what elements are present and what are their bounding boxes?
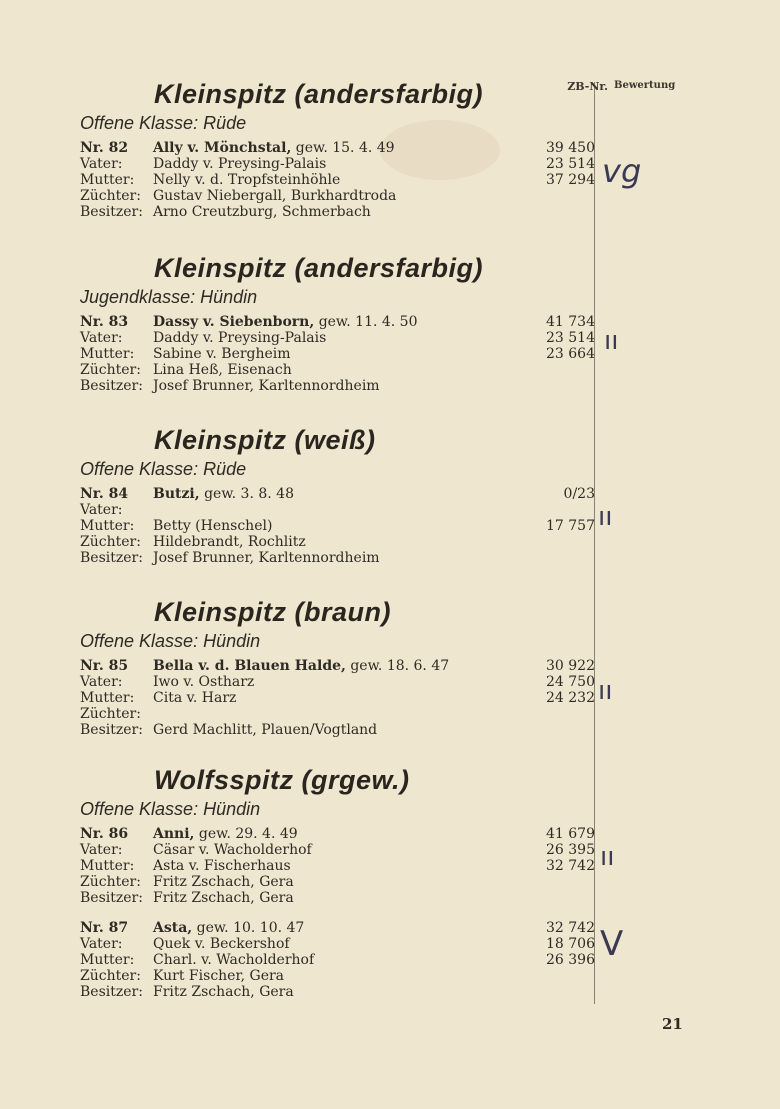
mutter-label: Mutter: [80,952,135,968]
vater-label: Vater: [80,330,123,346]
section-title: Kleinspitz (andersfarbig) [154,79,484,109]
class-heading: Jugendklasse: Hündin [80,287,258,307]
mutter-value: Asta v. Fischerhaus [153,858,291,874]
mutter-value: Sabine v. Bergheim [153,346,291,362]
mutter-value: Charl. v. Wacholderhof [153,952,315,968]
dog-entry [80,920,595,1000]
zb-number: 41 734 [546,314,595,330]
mutter-value: Nelly v. d. Tropfsteinhöhle [153,172,341,188]
zuechter-label: Züchter: [80,874,141,890]
birth-date: gew. 11. 4. 50 [318,314,418,330]
vater-value: Iwo v. Ostharz [153,674,255,690]
entry-number: Nr. 84 [80,486,129,502]
bewertung-column-header: Bewertung [614,80,676,91]
section-kleinspitz-braun [80,596,595,746]
mutter-zb: 26 396 [546,952,595,968]
besitzer-label: Besitzer: [80,984,143,1000]
dog-name: Ally v. Mönchstal, [153,140,292,156]
birth-date: gew. 10. 10. 47 [196,920,305,936]
mutter-label: Mutter: [80,346,135,362]
besitzer-value: Fritz Zschach, Gera [153,984,294,1000]
section-wolfsspitz [80,764,595,1008]
besitzer-value: Fritz Zschach, Gera [153,890,294,906]
zb-number: 0/23 [563,486,595,502]
zuechter-label: Züchter: [80,188,141,204]
vater-value: Quek v. Beckershof [153,936,290,952]
besitzer-label: Besitzer: [80,204,143,220]
vater-zb: 23 514 [546,330,595,346]
birth-date: gew. 3. 8. 48 [204,486,294,502]
vater-value: Daddy v. Preysing-Palais [153,156,327,172]
vater-label: Vater: [80,842,123,858]
vater-label: Vater: [80,156,123,172]
besitzer-label: Besitzer: [80,378,143,394]
dog-name: Anni, [153,826,195,842]
mutter-label: Mutter: [80,690,135,706]
vater-zb [535,502,595,518]
dog-name: Butzi, [153,486,200,502]
section-title: Kleinspitz (braun) [154,597,391,627]
class-heading: Offene Klasse: Rüde [80,113,247,133]
besitzer-value: Gerd Machlitt, Plauen/Vogtland [153,722,378,738]
zb-number: 32 742 [546,920,595,936]
zuechter-value: Fritz Zschach, Gera [153,874,294,890]
dog-name: Bella v. d. Blauen Halde, [153,658,346,674]
zb-number: 30 922 [546,658,595,674]
vater-zb: 18 706 [546,936,595,952]
mutter-label: Mutter: [80,518,135,534]
dog-entry [80,826,595,906]
birth-date: gew. 18. 6. 47 [350,658,450,674]
zuechter-label: Züchter: [80,534,141,550]
besitzer-value: Josef Brunner, Karltennordheim [153,378,380,394]
section-kleinspitz-andersfarbig-2 [80,252,595,402]
besitzer-label: Besitzer: [80,722,143,738]
class-heading: Offene Klasse: Rüde [80,459,247,479]
zb-column-header: ZB-Nr. [567,80,608,93]
mutter-zb: 37 294 [546,172,595,188]
zuechter-value: Gustav Niebergall, Burkhardtroda [153,188,397,204]
section-kleinspitz-andersfarbig-1 [80,78,595,228]
besitzer-label: Besitzer: [80,550,143,566]
handwritten-rating: V [600,924,624,964]
zb-number: 39 450 [546,140,595,156]
handwritten-rating: ıı [598,502,613,532]
mutter-value: Betty (Henschel) [153,518,273,534]
dog-entry [80,314,595,394]
besitzer-label: Besitzer: [80,890,143,906]
zuechter-label: Züchter: [80,968,141,984]
zuechter-value: Kurt Fischer, Gera [153,968,285,984]
birth-date: gew. 29. 4. 49 [198,826,298,842]
entry-number: Nr. 82 [80,140,129,156]
zuechter-value: Lina Heß, Eisenach [153,362,292,378]
birth-date: gew. 15. 4. 49 [295,140,395,156]
section-title: Kleinspitz (weiß) [154,425,376,455]
zuechter-value: Hildebrandt, Rochlitz [153,534,306,550]
zuechter-value [153,706,595,722]
vater-value [153,502,535,518]
vater-zb: 24 750 [546,674,595,690]
entry-number: Nr. 83 [80,314,129,330]
mutter-label: Mutter: [80,858,135,874]
mutter-zb: 17 757 [546,518,595,534]
handwritten-rating: ıı [604,326,619,356]
mutter-value: Cita v. Harz [153,690,237,706]
dog-name: Asta, [153,920,193,936]
vater-value: Daddy v. Preysing-Palais [153,330,327,346]
mutter-zb: 24 232 [546,690,595,706]
section-title: Kleinspitz (andersfarbig) [154,253,484,283]
dog-entry [80,658,595,738]
dog-entry [80,140,595,220]
vater-label: Vater: [80,936,123,952]
vater-value: Cäsar v. Wacholderhof [153,842,312,858]
dog-entry [80,486,595,566]
dog-name: Dassy v. Siebenborn, [153,314,315,330]
besitzer-value: Arno Creutzburg, Schmerbach [153,204,371,220]
entry-number: Nr. 86 [80,826,129,842]
handwritten-rating: vg [602,152,642,190]
mutter-zb: 32 742 [546,858,595,874]
zuechter-label: Züchter: [80,706,141,722]
entry-number: Nr. 85 [80,658,129,674]
entry-number: Nr. 87 [80,920,129,936]
vater-label: Vater: [80,502,123,518]
vater-label: Vater: [80,674,123,690]
section-title: Wolfsspitz (grgew.) [154,765,410,795]
page-number: 21 [662,1015,683,1033]
vater-zb: 23 514 [546,156,595,172]
zuechter-label: Züchter: [80,362,141,378]
besitzer-value: Josef Brunner, Karltennordheim [153,550,380,566]
class-heading: Offene Klasse: Hündin [80,799,261,819]
mutter-label: Mutter: [80,172,135,188]
zb-number: 41 679 [546,826,595,842]
handwritten-rating: ıı [598,676,613,706]
handwritten-rating: ıı [600,842,615,872]
section-kleinspitz-weiss [80,424,595,574]
mutter-zb: 23 664 [546,346,595,362]
class-heading: Offene Klasse: Hündin [80,631,261,651]
vater-zb: 26 395 [546,842,595,858]
